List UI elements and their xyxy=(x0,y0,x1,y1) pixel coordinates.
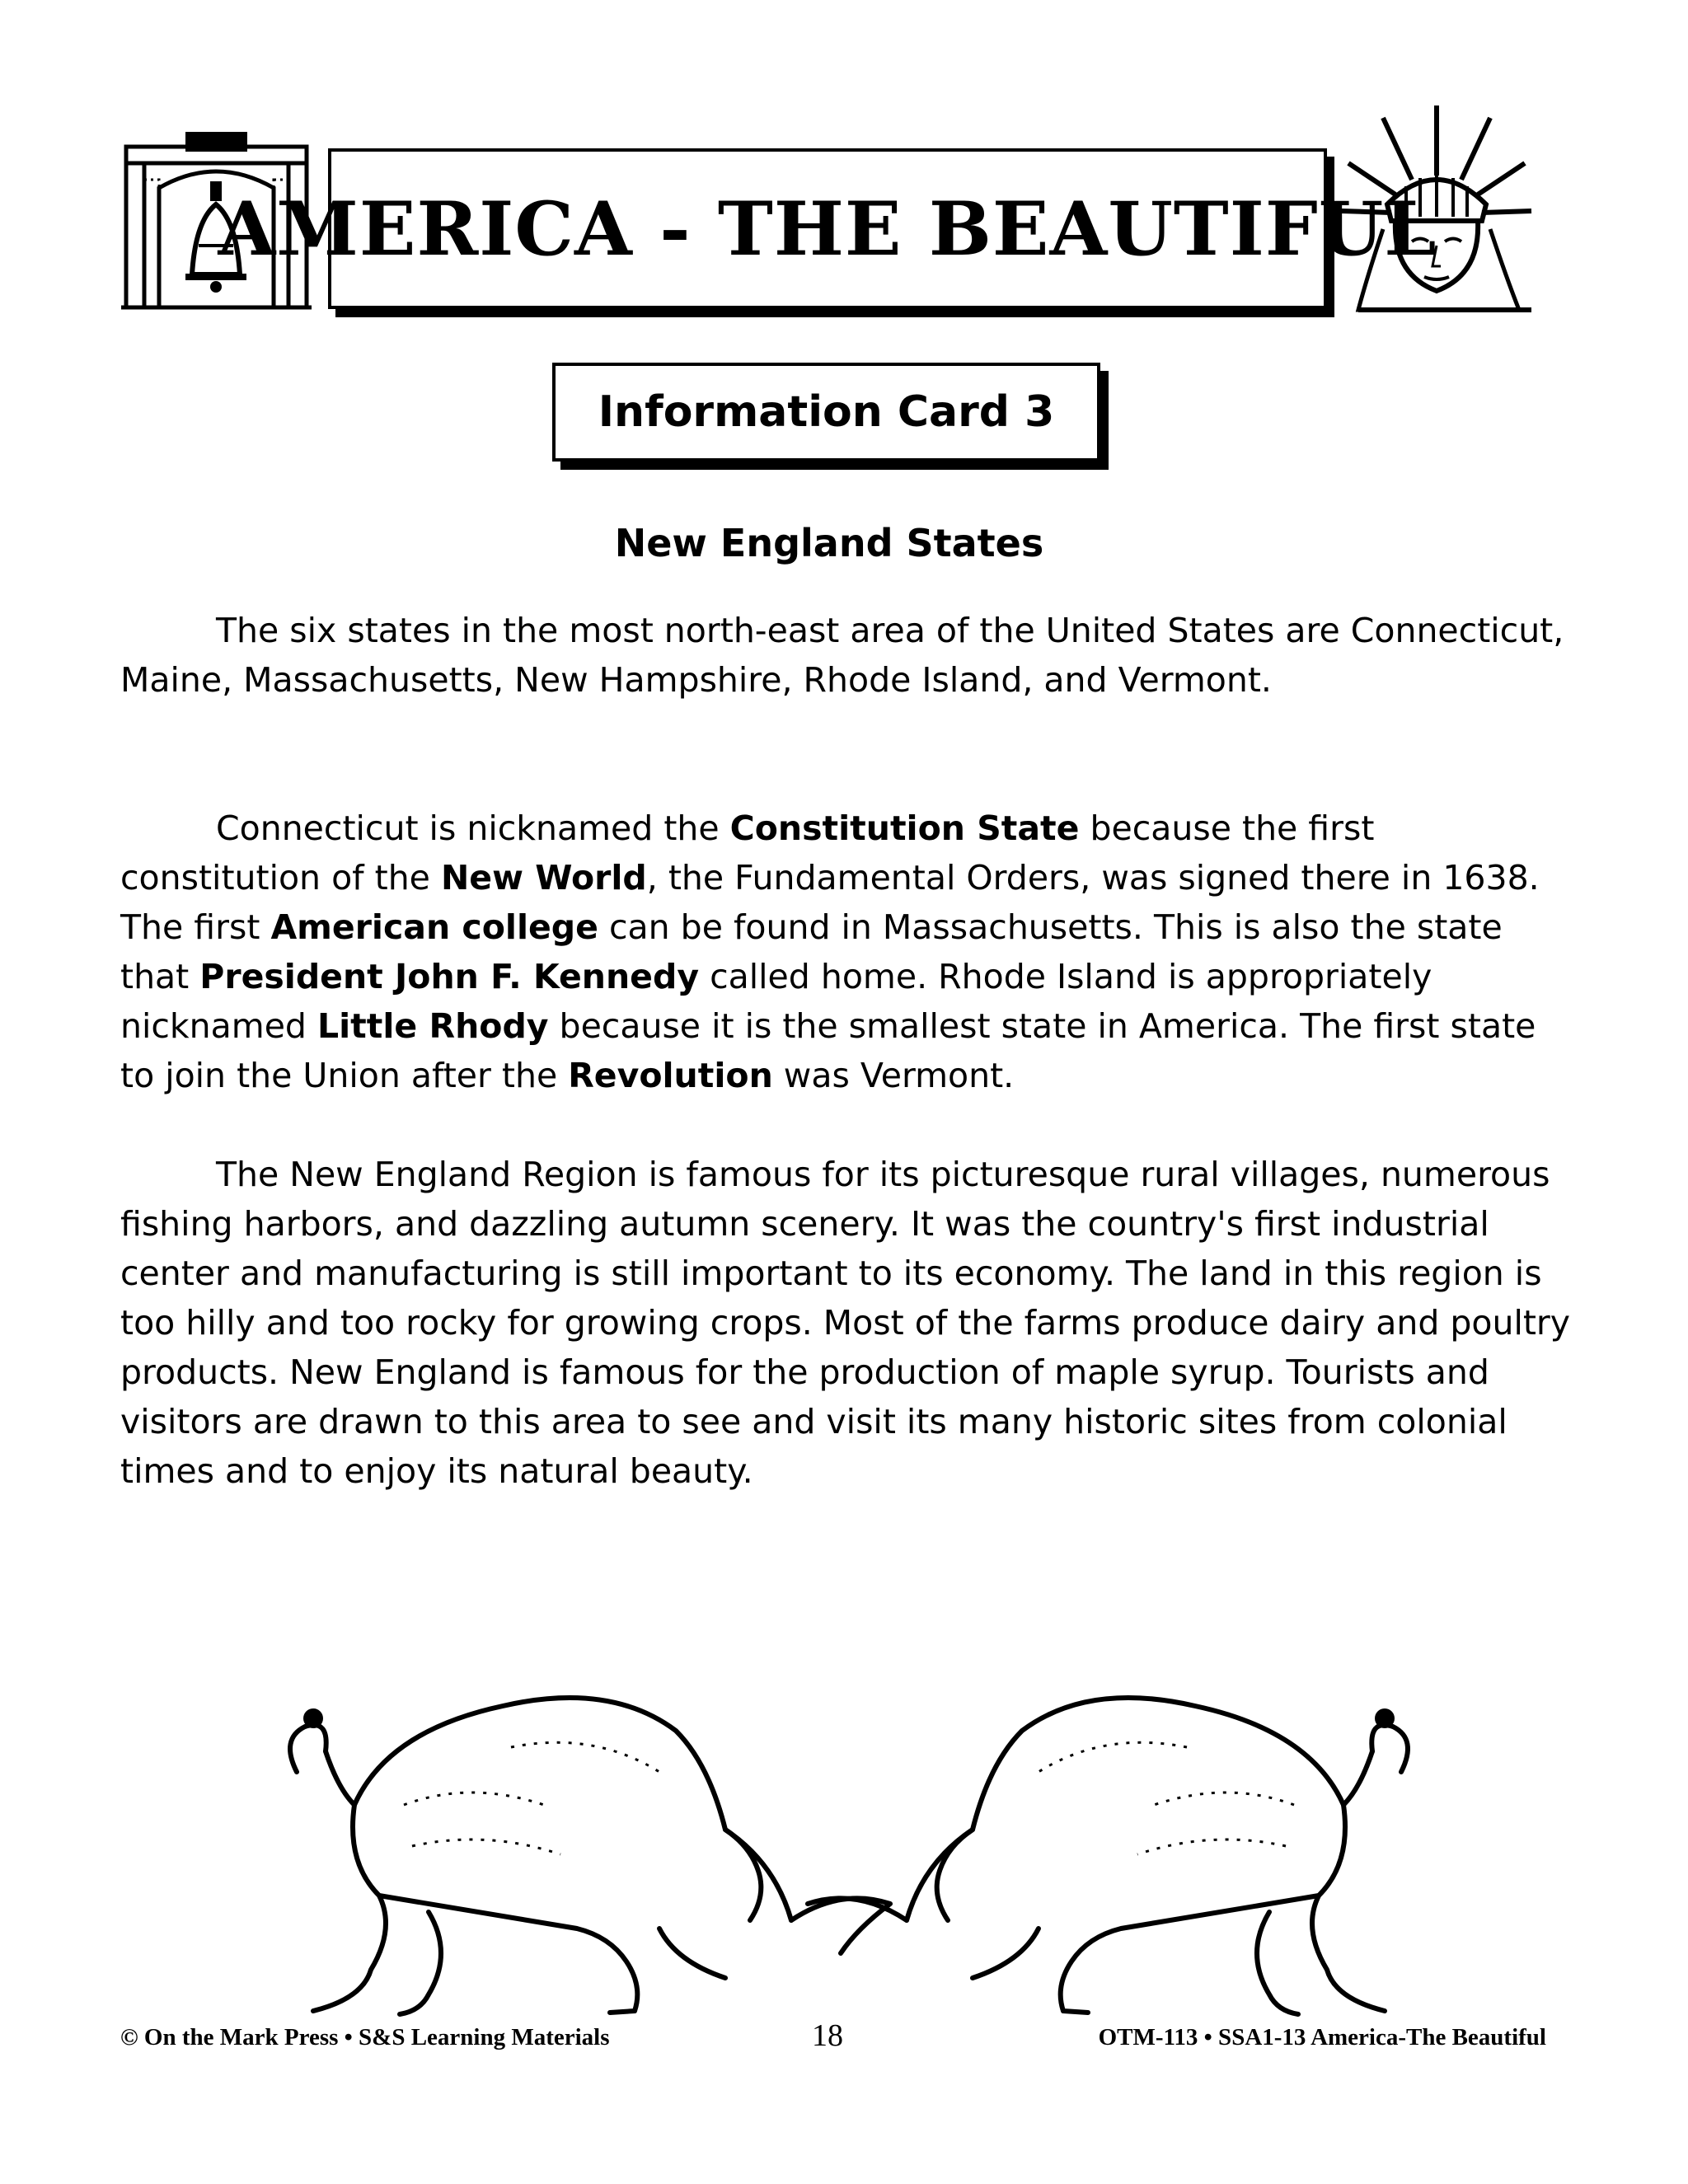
page-number: 18 xyxy=(812,2018,843,2053)
text-run: , the Fundamental Orders, was signed there in 1638. The first xyxy=(120,858,1540,947)
text-run: called home. Rhode Island is appropriately nicknamed xyxy=(120,957,1432,1046)
text-run: because it is the smallest state in America. The first state to join the Union after the xyxy=(120,1006,1536,1095)
footer-copyright: © On the Mark Press • S&S Learning Materials xyxy=(120,2024,610,2050)
bold-term: New World xyxy=(440,858,647,898)
section-heading: New England States xyxy=(614,521,1044,565)
paragraph-states xyxy=(120,804,1579,1100)
bold-term: President John F. Kennedy xyxy=(199,957,700,996)
statue-of-liberty-icon xyxy=(1334,97,1540,313)
page-title: AMERICA - THE BEAUTIFUL xyxy=(218,185,1437,273)
paragraph-intro: The six states in the most north-east area of the United States are Connecticut, Maine, Massachusetts, New Hampshire, Rhode Island, and Vermont. xyxy=(120,611,1564,700)
title-banner xyxy=(218,148,1437,309)
bold-term: Little Rhody xyxy=(317,1006,549,1046)
paragraph-region: The New England Region is famous for its picturesque rural villages, numerous fishing harbors, and dazzling autumn scenery. It was the country's first industrial center and manufacturing is still important to its economy. The land in this region is too hilly and too rocky for growing crops. Most of the farms produce dairy and poultry products. New England is famous for the production of maple syrup. Tourists and visitors are drawn to this area to see and visit its many historic sites from colonial times and to enjoy its natural beauty. xyxy=(120,1155,1571,1491)
card-label-box xyxy=(552,363,1100,462)
text-run: can be found in Massachusetts. This is also the state that xyxy=(120,907,1503,996)
text-run: Connecticut is nicknamed the xyxy=(216,808,730,848)
bison-fighting-illustration xyxy=(264,1681,1434,2019)
bold-term: Constitution State xyxy=(729,808,1080,848)
text-run: was Vermont. xyxy=(772,1056,1015,1095)
bold-term: American college xyxy=(270,907,598,947)
footer-product-code: OTM-113 • SSA1-13 America-The Beautiful xyxy=(1098,2024,1546,2050)
text-run: because the first constitution of the xyxy=(120,808,1375,898)
card-label: Information Card 3 xyxy=(598,387,1055,437)
bold-term: Revolution xyxy=(568,1056,773,1095)
